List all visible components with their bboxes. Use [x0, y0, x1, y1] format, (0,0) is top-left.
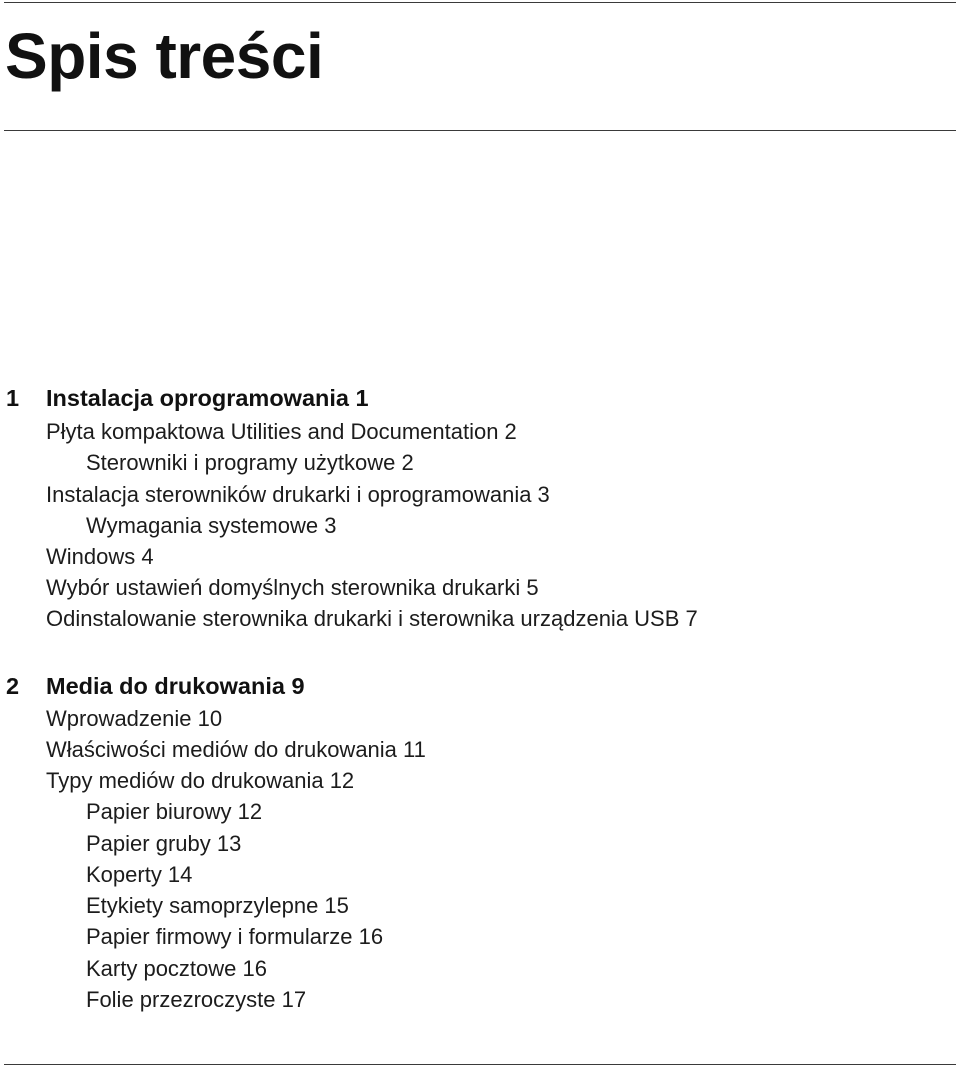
toc-entry[interactable]: Płyta kompaktowa Utilities and Documentation 2	[46, 419, 517, 444]
chapter-title: Media do drukowania 9	[46, 673, 305, 699]
chapter-number: 1	[6, 385, 20, 411]
title-rule	[4, 130, 956, 131]
toc-entry[interactable]: Typy mediów do drukowania 12	[46, 768, 355, 793]
toc-entry[interactable]: Papier biurowy 12	[86, 799, 263, 824]
chapter-title: Instalacja oprogramowania 1	[46, 385, 369, 411]
toc-entry[interactable]: Windows 4	[46, 544, 154, 569]
toc-entry[interactable]: Folie przezroczyste 17	[86, 987, 307, 1012]
chapter-number: 2	[6, 673, 20, 699]
toc-entry[interactable]: Koperty 14	[86, 862, 193, 887]
toc-entry[interactable]: Wprowadzenie 10	[46, 706, 223, 731]
toc-entry[interactable]: Wymagania systemowe 3	[86, 513, 337, 538]
toc-entry[interactable]: Odinstalowanie sterownika drukarki i sterownika urządzenia USB 7	[46, 606, 698, 631]
toc-entry[interactable]: Sterowniki i programy użytkowe 2	[86, 450, 414, 475]
page-title: Spis treści	[5, 20, 324, 92]
toc-entry[interactable]: Instalacja sterowników drukarki i oprogramowania 3	[46, 482, 550, 507]
toc-entry[interactable]: Papier firmowy i formularze 16	[86, 924, 384, 949]
top-rule	[4, 2, 956, 3]
toc-entry[interactable]: Etykiety samoprzylepne 15	[86, 893, 349, 918]
toc-entry[interactable]: Karty pocztowe 16	[86, 956, 267, 981]
bottom-rule	[4, 1064, 956, 1065]
toc-entry[interactable]: Właściwości mediów do drukowania 11	[46, 737, 426, 762]
toc-entry[interactable]: Papier gruby 13	[86, 831, 242, 856]
toc-entry[interactable]: Wybór ustawień domyślnych sterownika drukarki 5	[46, 575, 539, 600]
